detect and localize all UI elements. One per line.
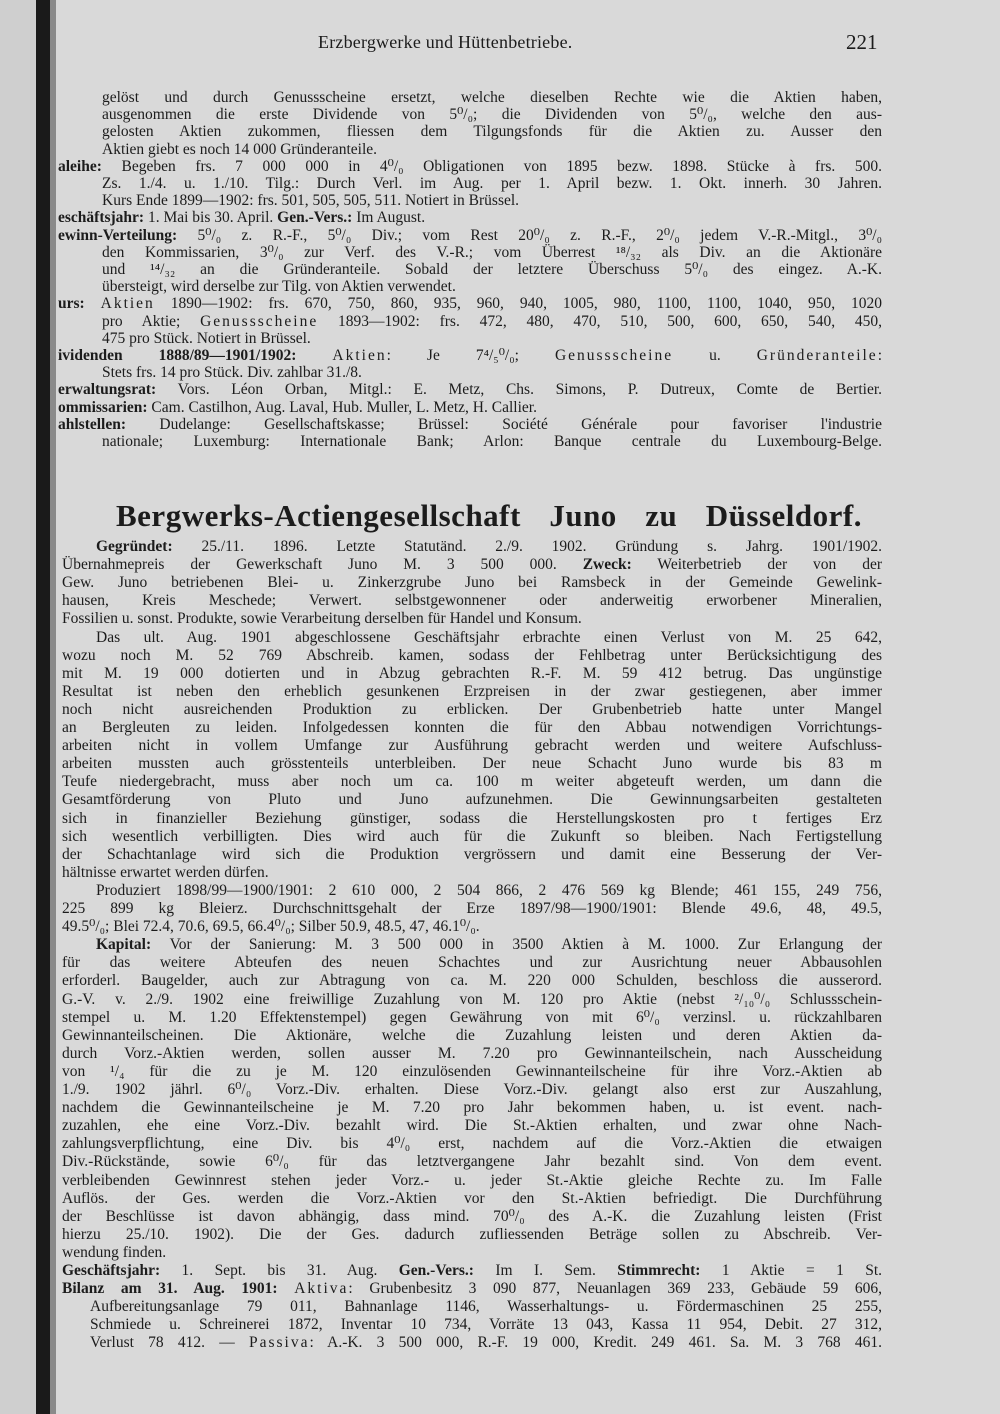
text-line [58,399,882,417]
text-segment: Vor der Sanierung: M. 3 500 000 in 3500 Aktien à M. 1000. Zur Erlangung der [151,936,882,954]
text-line [62,846,882,864]
text-line [62,1117,882,1135]
text-segment: Im August. [352,209,426,227]
text-segment [296,347,332,364]
text-line [90,1298,882,1316]
text-segment: Zs. 1./4. u. 1./10. Tilg.: Durch Verl. im Aug. per 1. April bezw. 1. Okt. innerh. 30 Jahren. [102,175,882,192]
text-segment: gelöst und durch Genussscheine ersetzt, welche dieselben Rechte wie die Aktien haben, [102,89,882,106]
text-line [102,261,882,279]
previous-page-edge [0,0,36,1414]
text-segment: : Grubenbesitz 3 090 877, Neuanlagen 369 233, Gebäude 59 606, [348,1280,882,1298]
text-segment: hausen, Kreis Meschede; Verwert. selbstgewonnener oder anderweitig erworbener Mineralien, [62,592,882,610]
text-segment: Kurs Ende 1899—1902: frs. 501, 505, 505, 511. Notiert in Brüssel. [102,192,520,210]
bold-label: ahlstellen: [58,415,127,433]
text-line [102,192,882,210]
bold-label: Bilanz am 31. Aug. 1901: [62,1280,278,1298]
text-line [96,936,882,954]
text-line [62,991,882,1009]
text-segment: 49.5⁰/₀; Blei 72.4, 70.6, 69.5, 66.4⁰/₀; Silber 50.9, 48.5, 47, 46.1⁰/₀. [62,918,480,936]
text-segment [85,295,101,312]
text-segment: : A.-K. 3 500 000, R.-F. 19 000, Kredit. 249 461. Sa. M. 3 768 461. [309,1334,882,1352]
text-line [96,538,882,556]
text-line [102,244,882,262]
text-segment: Aufbereitungsanlage 79 011, Bahnanlage 1146, Wasserhaltungs- u. Fördermaschinen 25 255, [90,1298,882,1316]
text-segment: Div.-Rückstände, sowie 6⁰/₀ für das letztvergangene Jahr bezahlt sind. Von dem event. [62,1153,882,1171]
text-segment: verbleibenden Gewinnrest stehen jeder Vorz.- u. jeder St.-Aktie gleiche Rechte zu. Im Falle [62,1171,882,1189]
text-segment: Teufe niedergebracht, muss aber noch um ca. 100 m weiter abgeteuft werden, um dann die [62,773,882,791]
text-line [62,592,882,610]
text-segment: Gew. Juno betriebenen Blei- u. Zinkerzgrube Juno bei Ramsbeck in der Gemeinde Gewelink- [62,574,882,592]
page-number: 221 [846,30,878,54]
text-line [62,1280,882,1298]
text-line [62,918,882,936]
bold-label: ewinn-Verteilung: [58,226,178,244]
text-segment: Cam. Castilhon, Aug. Laval, Hub. Muller, L. Metz, H. Callier. [147,398,537,416]
text-line [62,1172,882,1190]
text-line [58,295,882,313]
text-segment: Das ult. Aug. 1901 abgeschlossene Geschäftsjahr erbrachte einen Verlust von M. 25 642, [96,628,882,646]
text-segment: u. [673,347,757,364]
text-segment: : [877,347,882,364]
text-line [90,1316,882,1334]
text-segment [278,1280,295,1297]
text-segment: Verlust 78 412. — [90,1334,249,1352]
text-line [62,810,882,828]
text-segment: pro Aktie; [102,312,201,330]
text-segment: Gewinnanteilscheinen. Die Aktionäre, welche die Zuzahlung leisten und deren Aktien da- [62,1026,882,1044]
running-title: Erzbergwerke und Hüttenbetriebe. [318,32,573,52]
spaced-term: Aktien [332,347,387,364]
text-segment: 1890—1902: frs. 670, 750, 860, 935, 960, 940, 1005, 980, 1100, 1100, 1040, 950, 1020 [154,295,882,313]
text-segment: von ¹/₄ für die zu je M. 120 einzulösenden Gewinnanteilscheine für ihre Vorz.-Aktien ab [62,1062,882,1080]
text-line [62,665,882,683]
text-segment: Gesamtförderung von Pluto und Juno aufzunehmen. Die Gewinnungsarbeiten gestalteten [62,791,882,809]
text-line [58,381,882,399]
text-segment: 1./9. 1902 jährl. 6⁰/₀ Vorz.-Div. erhalten. Diese Vorz.-Div. gelangt also erst zur Auszahlung, [62,1081,882,1098]
text-segment: : Je 7⁴/₅⁰/₀; [386,347,555,364]
text-line [62,610,882,628]
text-segment: Begeben frs. 7 000 000 in 4⁰/₀ Obligationen von 1895 bezw. 1898. Stücke à frs. 500. [101,157,882,175]
text-line [62,1226,882,1244]
bold-label: ommissarien: [58,398,148,416]
text-segment: ausgenommen die erste Dividende von 5⁰/₀; die Dividenden von 5⁰/₀, welche den aus- [102,106,882,124]
text-segment: G.-V. v. 2./9. 1902 eine freiwillige Zuzahlung von M. 120 pro Aktie (nebst ²/₁₀⁰/₀ Schlussschein- [62,990,882,1008]
text-segment: zuzahlen, ehe eine Vorz.-Div. bezahlt wird. Die St.-Aktien erhalten, und zwar ohne Nach- [62,1117,882,1135]
text-line [96,882,882,900]
text-segment: den Kommissarien, 3⁰/₀ zur Verf. des V.-R.; vom Überrest ¹⁸/₃₂ als Div. an die Aktionäre [102,243,882,261]
text-line [62,900,882,918]
spaced-term: Aktiva [294,1280,349,1298]
text-line [62,1081,882,1099]
text-segment: Weiterbetrieb der von der [631,556,882,574]
text-line [102,278,882,296]
text-line [62,828,882,846]
text-segment: hierzu 25./10. 1902). Die der Ges. dadurch zufliessenden Beträge sollen zu Abschreib. Ver- [62,1225,882,1243]
text-line [62,556,882,574]
bold-label: Kapital: [96,936,152,954]
text-segment: noch nicht ausreichenden Produktion zu erblicken. Der Grubenbetrieb hatte unter Mangel [62,700,882,718]
text-line [96,629,882,647]
text-segment: 5⁰/₀ z. R.-F., 5⁰/₀ Div.; vom Rest 20⁰/₀ z. R.-F., 2⁰/₀ jedem V.-R.-Mitgl., 3⁰/₀ [177,226,882,244]
text-line [102,313,882,331]
text-segment: 475 pro Stück. Notiert in Brüssel. [102,329,311,347]
text-line [102,175,882,193]
text-segment: gelosten Aktien zukommen, fliessen dem Tilgungsfonds für die Aktien zu. Ausser den [102,123,882,141]
text-segment: Aktien giebt es noch 14 000 Gründeranteile. [102,140,378,158]
bold-label: Gen.-Vers.: [277,209,353,227]
text-line [58,227,882,245]
text-line [90,1334,882,1352]
text-segment: der Schachtanlage wird sich die Produktion vergrössern und damit eine Besserung der Ver- [62,845,882,863]
text-segment: Vors. Léon Orban, Mitgl.: E. Metz, Chs. Simons, P. Dutreux, Comte de Bertier. [156,381,882,399]
text-line [62,1190,882,1208]
text-segment: durch Vorz.-Aktien werden, sollen ausser M. 7.20 pro Gewinnanteilschein, nach Ausscheidung [62,1044,882,1062]
bold-label: erwaltungsrat: [58,381,157,399]
text-segment: zahlungsverpflichtung, eine Div. bis 4⁰/₀ erst, nachdem auf die Vorz.-Aktien die etwaigen [62,1135,882,1153]
text-segment: wozu noch M. 52 769 Abschreib. kamen, sodass der Fehlbetrag unter Berücksichtigung des [62,646,882,664]
spaced-term: Aktien [100,295,155,313]
bold-label: Stimmrecht: [617,1262,701,1279]
text-segment: 25./11. 1896. Letzte Statutänd. 2./9. 1902. Gründung s. Jahrg. 1901/1902. [172,538,882,555]
company-heading: Bergwerks-Actiengesellschaft Juno zu Düsseldorf. [116,498,862,533]
bold-label: eschäftsjahr: [58,209,145,227]
page-header [0,30,1000,54]
text-line [62,737,882,755]
text-line [62,1153,882,1171]
text-line [58,158,882,176]
bold-label: Zweck: [582,556,632,574]
text-segment: sich in finanzieller Beziehung günstiger, sodass die Herstellungskosten pro t fertiges Erz [62,809,882,827]
text-segment: sich wesentlich verbilligten. Dies wird auch für die Zukunft so bleiben. Nach Fertigstellung [62,827,882,845]
text-line [62,647,882,665]
text-line [62,1244,882,1262]
text-line [102,141,882,159]
text-line [62,791,882,809]
bold-label: ividenden 1888/89—1901/1902: [58,347,297,364]
text-line [102,364,882,382]
text-line [102,330,882,348]
text-segment: nationale; Luxemburg: Internationale Bank; Arlon: Banque centrale du Luxembourg-Belge. [102,433,882,450]
text-line [62,773,882,791]
spaced-term: Genussscheine [200,312,319,330]
book-binding-shadow [36,0,50,1414]
text-line [62,1045,882,1063]
text-line [62,864,882,882]
spaced-term: Genussscheine [554,347,674,364]
text-line [62,1208,882,1226]
text-line [62,1135,882,1153]
text-line [58,209,882,227]
text-segment: der Beschlüsse ist davon abhängig, dass mind. 70⁰/₀ des A.-K. die Zuzahlung leisten (Frist [62,1207,882,1225]
text-segment: Dudelange: Gesellschaftskasse; Brüssel: Société Générale pour favoriser l'industrie [126,415,882,433]
text-line [62,701,882,719]
text-line [58,347,882,365]
text-segment: Resultat ist neben den erheblich gesunkenen Erzpreisen in der zwar gestiegenen, aber immer [62,682,882,700]
text-segment: wendung finden. [62,1243,167,1261]
text-line [62,1063,882,1081]
text-line [102,123,882,141]
text-segment: übersteigt, wird derselbe zur Tilg. von Aktien verwendet. [102,278,456,296]
text-segment: arbeiten mussten auch grösstenteils unterbleiben. Der neue Schacht Juno wurde bis 83 m [62,755,882,773]
text-segment: Übernahmepreis der Gewerkschaft Juno M. 3 500 000. [62,556,583,574]
spaced-term: Passiva [248,1334,310,1352]
bold-label: Geschäftsjahr: [62,1262,161,1279]
text-segment: für das weitere Abteufen des neuen Schachtes und zur Ausrichtung neuer Abbausohlen [62,954,882,972]
text-line [102,89,882,107]
text-line [102,106,882,124]
text-segment: an Bergleuten zu leiden. Infolgedessen konnten die für den Abbau notwendigen Vorrichtungs- [62,719,882,736]
text-line [62,1099,882,1117]
text-line [62,1262,882,1280]
spaced-term: Gründeranteile [756,347,878,364]
text-line [62,972,882,990]
text-segment: Im I. Sem. [473,1262,618,1279]
text-line [62,683,882,701]
text-segment: 1 Aktie = 1 St. [700,1262,882,1279]
bold-label: Gen.-Vers.: [398,1262,474,1279]
text-line [62,574,882,592]
text-segment: Auflös. der Ges. werden die Vorz.-Aktien vor den St.-Aktien befriedigt. Die Durchführung [62,1189,882,1207]
bold-label: urs: [58,295,85,313]
text-segment: hältnisse erwartet werden dürfen. [62,863,269,881]
text-segment: mit M. 19 000 dotierten und in Abzug gebrachten R.-F. M. 59 412 betrug. Das ungünstige [62,664,882,682]
text-segment: 1893—1902: frs. 472, 480, 470, 510, 500, 600, 650, 540, 450, [318,312,882,330]
text-segment: arbeiten nicht in vollem Umfange zur Ausführung gebracht werden und weitere Aufschluss- [62,737,882,755]
text-line [62,719,882,737]
text-segment: Stets frs. 14 pro Stück. Div. zahlbar 31./8. [102,364,362,382]
text-segment: erforderl. Baugelder, auch zur Abtragung von ca. M. 220 000 Schulden, beschloss die ausserord. [62,972,882,990]
text-segment: und ¹⁴/₃₂ an die Gründeranteile. Sobald der letztere Überschuss 5⁰/₀ des eingez. A.-K. [102,261,882,278]
text-segment: 225 899 kg Bleierz. Durchschnittsgehalt der Erze 1897/98—1900/1901: Blende 49.6, 48, 49.5, [62,900,882,917]
text-line [102,433,882,451]
text-line [62,755,882,773]
text-line [62,1027,882,1045]
bold-label: Gegründet: [96,538,173,555]
bold-label: aleihe: [58,157,102,175]
book-binding-gutter [50,0,56,1414]
text-segment: Schmiede u. Schreinerei 1872, Inventar 10 734, Vorräte 13 043, Kassa 11 954, Debit. 27 312, [90,1316,882,1334]
text-segment: 1. Sept. bis 31. Aug. [160,1262,399,1279]
text-segment: stempel u. M. 1.20 Effektenstempel) gegen Gewährung von mit 6⁰/₀ verzinsl. u. rückzahlbaren [62,1008,882,1026]
text-line [62,954,882,972]
text-segment: Fossilien u. sonst. Produkte, sowie Verarbeitung derselben für Handel und Konsum. [62,610,582,628]
text-segment: nachdem die Gewinnanteilscheine je M. 7.20 pro Jahr bekommen haben, u. ist event. nach- [62,1099,882,1117]
text-line [62,1009,882,1027]
text-segment: Produziert 1898/99—1900/1901: 2 610 000, 2 504 866, 2 476 569 kg Blende; 461 155, 249 756, [96,881,882,899]
text-segment: 1. Mai bis 30. April. [144,209,278,227]
text-line [58,416,882,434]
